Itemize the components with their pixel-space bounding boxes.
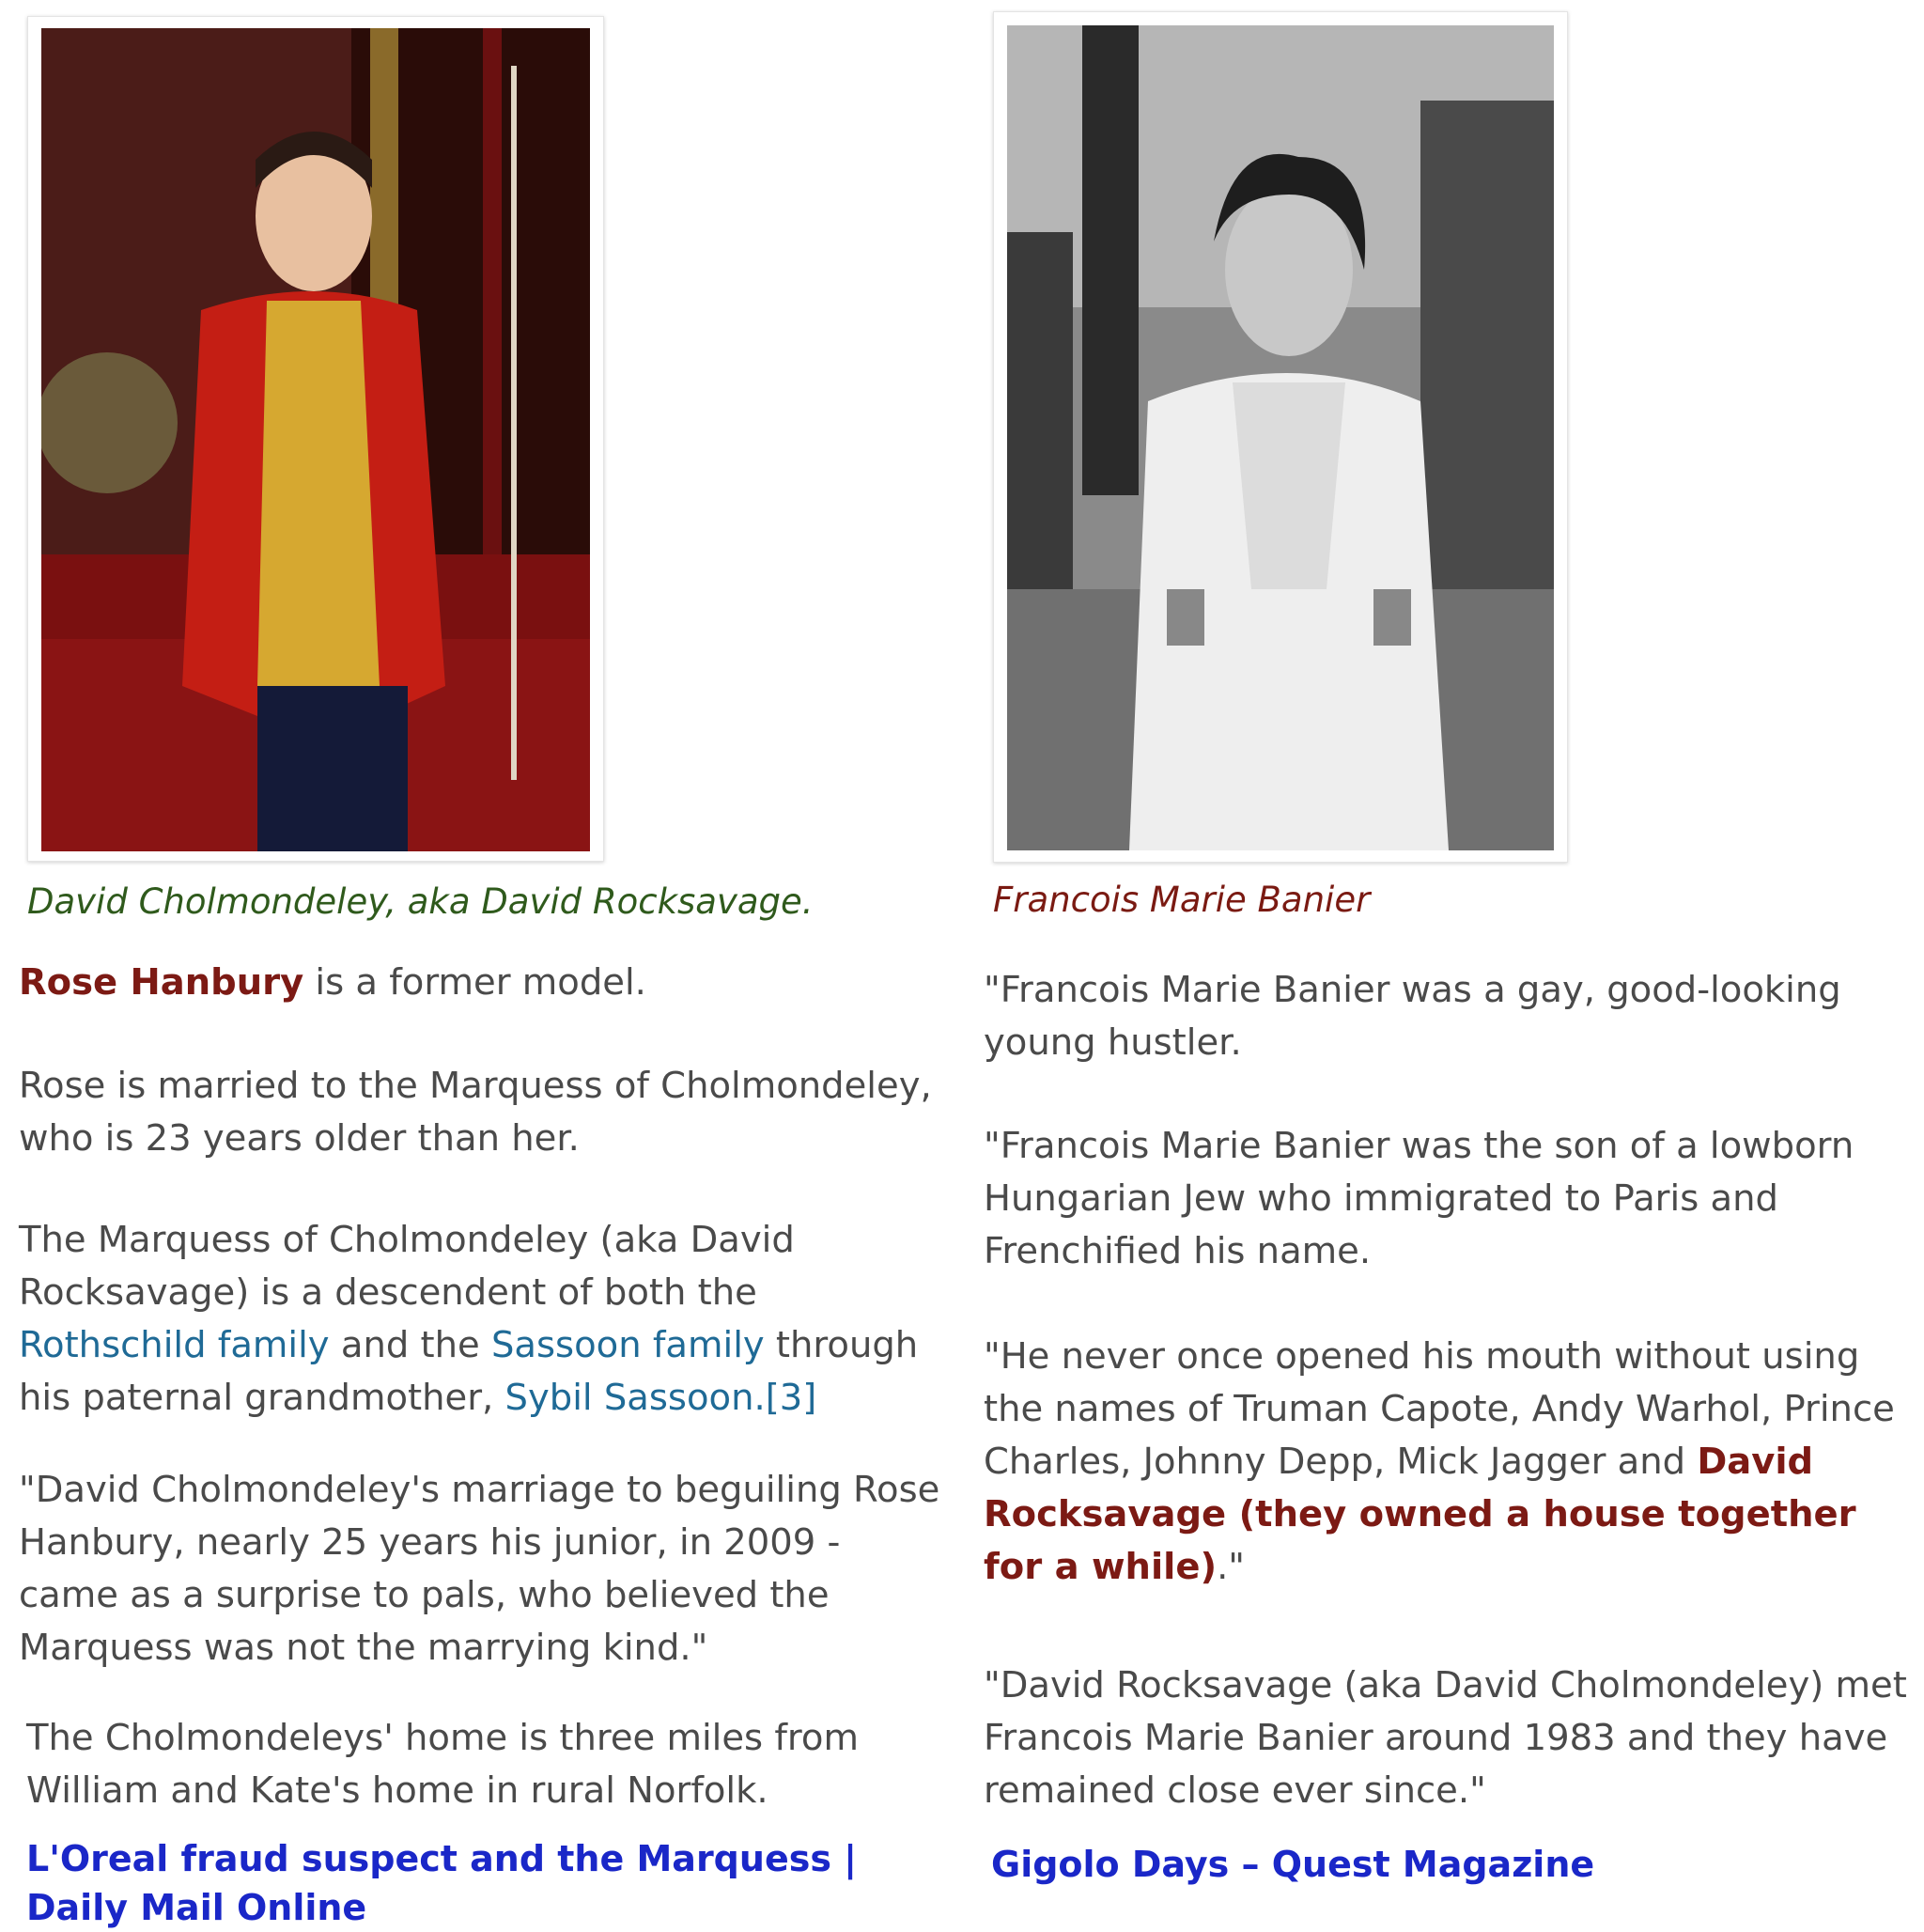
left-paragraph-3 — [19, 1214, 949, 1425]
right-paragraph-3 — [984, 1331, 1914, 1594]
reference-3-link[interactable]: .[3] — [753, 1377, 817, 1419]
sybil-sassoon-link[interactable]: Sybil Sassoon — [504, 1377, 754, 1419]
left-p3-b: and the — [329, 1324, 491, 1366]
left-photo-frame — [27, 16, 604, 862]
quest-magazine-source-link[interactable]: Gigolo Days – Quest Magazine — [991, 1844, 1595, 1885]
left-p1-rest: is a former model. — [303, 961, 646, 1004]
left-p3-a: The Marquess of Cholmondeley (aka David Rocksavage) is a descendent of both the — [19, 1219, 795, 1314]
rose-hanbury-name: Rose Hanbury — [19, 961, 304, 1004]
rothschild-family-link[interactable]: Rothschild family — [19, 1324, 330, 1366]
right-photo-frame — [993, 11, 1568, 863]
left-paragraph-1 — [19, 957, 949, 1009]
left-paragraph-5: The Cholmondeleys' home is three miles from William and Kate's home in rural Norfolk. — [26, 1717, 859, 1812]
left-photo — [41, 28, 590, 851]
left-paragraph-2: Rose is married to the Marquess of Cholmondeley, who is 23 years older than her. — [19, 1065, 932, 1160]
right-p3-a: "He never once opened his mouth without using the names of Truman Capote, Andy Warhol, Prince Charles, Johnny Depp, Mick Jagger and — [984, 1335, 1895, 1483]
right-p3-b: ." — [1217, 1546, 1246, 1588]
right-paragraph-2: "Francois Marie Banier was the son of a lowborn Hungarian Jew who immigrated to Paris and Frenchified his name. — [984, 1125, 1854, 1272]
left-p3-c: through his paternal grandmother, — [19, 1324, 919, 1419]
right-paragraph-4: "David Rocksavage (aka David Cholmondeley) met Francois Marie Banier around 1983 and they have remained close ever since." — [984, 1664, 1907, 1812]
right-caption: Francois Marie Banier — [993, 880, 1371, 920]
left-caption: David Cholmondeley, aka David Rocksavage. — [27, 881, 814, 922]
right-paragraph-1: "Francois Marie Banier was a gay, good-looking young hustler. — [984, 969, 1841, 1064]
right-photo — [1007, 25, 1554, 850]
rocksavage-highlight: David Rocksavage (they owned a house together for a while) — [984, 1441, 1856, 1588]
left-paragraph-4: "David Cholmondeley's marriage to beguiling Rose Hanbury, nearly 25 years his junior, in 2009 - came as a surprise to pals, who believed the Marquess was not the marrying kind." — [19, 1469, 940, 1669]
daily-mail-source-link[interactable]: L'Oreal fraud suspect and the Marquess | Daily Mail Online — [26, 1838, 858, 1928]
sassoon-family-link[interactable]: Sassoon family — [490, 1324, 765, 1366]
